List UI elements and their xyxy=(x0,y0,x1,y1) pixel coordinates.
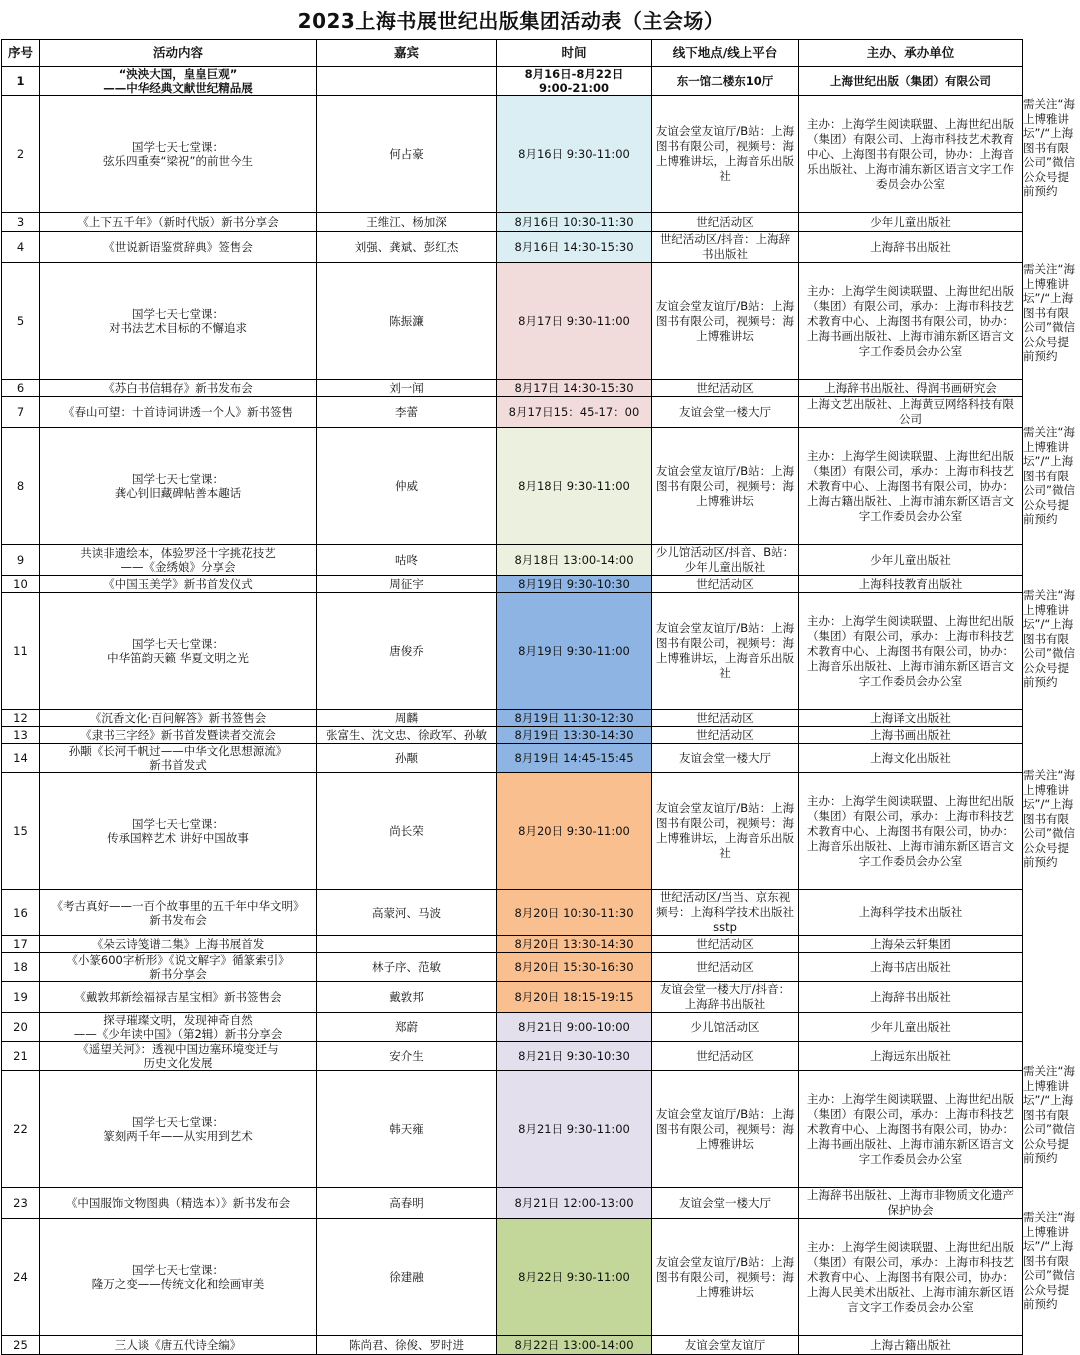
reservation-note: 需关注“海上博雅讲坛”/“上海图书有限公司”微信公众号提前预约 xyxy=(1023,768,1075,869)
time-cell: 8月20日 9:30-11:00 xyxy=(497,773,652,890)
activity-cell: 探寻璀璨文明，发现神奇自然 ——《少年读中国》（第2辑）新书分享会 xyxy=(40,1013,317,1042)
place-cell: 友谊会堂一楼大厅/抖音：上海辞书出版社 xyxy=(652,982,799,1013)
table-row xyxy=(2,710,1023,727)
place-cell: 世纪活动区 xyxy=(652,936,799,953)
time-cell: 8月20日 18:15-19:15 xyxy=(497,982,652,1013)
guest-cell: 尚长荣 xyxy=(317,773,497,890)
table-row xyxy=(2,428,1023,545)
col-header-place: 线下地点/线上平台 xyxy=(652,40,799,67)
place-cell: 友谊会堂友谊厅/B站：上海图书有限公司，视频号：海上博雅讲坛，上海音乐出版社 xyxy=(652,593,799,710)
organizer-cell: 主办：上海学生阅读联盟、上海世纪出版（集团）有限公司，承办：上海市科技艺术教育中心、上海图书有限公司，协办：上海书画出版社、上海市浦东新区语言文字工作委员会办公室 xyxy=(799,263,1023,380)
row-number-cell: 24 xyxy=(2,1219,40,1336)
place-cell: 东一馆二楼东10厅 xyxy=(652,67,799,96)
table-row xyxy=(2,936,1023,953)
row-number-cell: 10 xyxy=(2,576,40,593)
time-cell: 8月17日 14:30-15:30 xyxy=(497,380,652,397)
table-row xyxy=(2,67,1023,96)
row-number-cell: 23 xyxy=(2,1188,40,1219)
time-cell: 8月19日 13:30-14:30 xyxy=(497,727,652,744)
row-number-cell: 2 xyxy=(2,96,40,213)
row-number-cell: 12 xyxy=(2,710,40,727)
row-number-cell: 6 xyxy=(2,380,40,397)
col-header-content: 活动内容 xyxy=(40,40,317,67)
activity-cell: “泱泱大国，皇皇巨观” ——中华经典文献世纪精品展 xyxy=(40,67,317,96)
activity-cell: 《朵云诗笺谱二集》上海书展首发 xyxy=(40,936,317,953)
col-header-time: 时间 xyxy=(497,40,652,67)
time-cell: 8月21日 9:30-10:30 xyxy=(497,1042,652,1071)
guest-cell: 高蒙河、马波 xyxy=(317,890,497,936)
guest-cell: 何占豪 xyxy=(317,96,497,213)
guest-cell: 戴敦邦 xyxy=(317,982,497,1013)
time-cell: 8月17日15：45-17：00 xyxy=(497,397,652,428)
place-cell: 友谊会堂友谊厅/B站：上海图书有限公司，视频号：海上博雅讲坛 xyxy=(652,1219,799,1336)
organizer-cell: 上海文艺出版社、上海黄豆网络科技有限公司 xyxy=(799,397,1023,428)
activity-cell: 国学七天七堂课： 中华笛韵天籁 华夏文明之光 xyxy=(40,593,317,710)
organizer-cell: 上海译文出版社 xyxy=(799,710,1023,727)
guest-cell: 唐俊乔 xyxy=(317,593,497,710)
place-cell: 友谊会堂友谊厅/B站：上海图书有限公司，视频号：海上博雅讲坛，上海音乐出版社 xyxy=(652,773,799,890)
table-row xyxy=(2,1188,1023,1219)
organizer-cell: 主办：上海学生阅读联盟、上海世纪出版（集团）有限公司，承办：上海市科技艺术教育中心、上海图书有限公司，协办：上海人民美术出版社、上海市浦东新区语言文字工作委员会办公室 xyxy=(799,1219,1023,1336)
organizer-cell: 少年儿童出版社 xyxy=(799,545,1023,576)
place-cell: 世纪活动区/当当、京东视频号：上海科学技术出版社sstp xyxy=(652,890,799,936)
place-cell: 世纪活动区 xyxy=(652,576,799,593)
row-number-cell: 13 xyxy=(2,727,40,744)
guest-cell xyxy=(317,936,497,953)
table-row xyxy=(2,96,1023,213)
table-row xyxy=(2,1042,1023,1071)
row-number-cell: 15 xyxy=(2,773,40,890)
place-cell: 友谊会堂友谊厅/B站：上海图书有限公司，视频号：海上博雅讲坛 xyxy=(652,428,799,545)
guest-cell: 李蕾 xyxy=(317,397,497,428)
table-row xyxy=(2,1071,1023,1188)
organizer-cell: 上海辞书出版社、得润书画研究会 xyxy=(799,380,1023,397)
row-number-cell: 18 xyxy=(2,953,40,982)
table-row xyxy=(2,982,1023,1013)
place-cell: 友谊会堂友谊厅/B站：上海图书有限公司，视频号：海上博雅讲坛 xyxy=(652,263,799,380)
reservation-note: 需关注“海上博雅讲坛”/“上海图书有限公司”微信公众号提前预约 xyxy=(1023,588,1075,689)
reservation-note: 需关注“海上博雅讲坛”/“上海图书有限公司”微信公众号提前预约 xyxy=(1023,97,1075,198)
time-cell: 8月19日 9:30-10:30 xyxy=(497,576,652,593)
row-number-cell: 5 xyxy=(2,263,40,380)
guest-cell: 林子序、范敏 xyxy=(317,953,497,982)
activity-cell: 《戴敦邦新绘福禄吉星宝相》新书签售会 xyxy=(40,982,317,1013)
organizer-cell: 上海辞书出版社 xyxy=(799,982,1023,1013)
activity-cell: 国学七天七堂课： 弦乐四重奏“梁祝”的前世今生 xyxy=(40,96,317,213)
table-row xyxy=(2,593,1023,710)
guest-cell: 咕咚 xyxy=(317,545,497,576)
schedule-table xyxy=(1,39,1023,1355)
table-row xyxy=(2,213,1023,232)
time-cell: 8月20日 15:30-16:30 xyxy=(497,953,652,982)
place-cell: 少儿馆活动区/抖音、B站：少年儿童出版社 xyxy=(652,545,799,576)
guest-cell: 王维江、杨加深 xyxy=(317,213,497,232)
organizer-cell: 上海古籍出版社 xyxy=(799,1336,1023,1355)
row-number-cell: 1 xyxy=(2,67,40,96)
row-number-cell: 7 xyxy=(2,397,40,428)
time-cell: 8月20日 10:30-11:30 xyxy=(497,890,652,936)
time-cell: 8月17日 9:30-11:00 xyxy=(497,263,652,380)
activity-cell: 共读非遗绘本，体验罗泾十字挑花技艺 ——《金绣娘》分享会 xyxy=(40,545,317,576)
place-cell: 世纪活动区 xyxy=(652,1042,799,1071)
row-number-cell: 9 xyxy=(2,545,40,576)
activity-cell: 《小篆600字析形》《说文解字》循篆索引》 新书分享会 xyxy=(40,953,317,982)
reservation-note: 需关注“海上博雅讲坛”/“上海图书有限公司”微信公众号提前预约 xyxy=(1023,425,1075,526)
table-row xyxy=(2,576,1023,593)
activity-cell: 三人谈《唐五代诗全编》 xyxy=(40,1336,317,1355)
guest-cell: 陈振濂 xyxy=(317,263,497,380)
activity-cell: 国学七天七堂课： 篆刻两千年——从实用到艺术 xyxy=(40,1071,317,1188)
guest-cell: 刘强、龚斌、彭红杰 xyxy=(317,232,497,263)
activity-cell: 《沉香文化·百问解答》新书签售会 xyxy=(40,710,317,727)
time-cell: 8月21日 9:00-10:00 xyxy=(497,1013,652,1042)
time-cell: 8月19日 9:30-11:00 xyxy=(497,593,652,710)
place-cell: 友谊会堂友谊厅/B站：上海图书有限公司，视频号：海上博雅讲坛，上海音乐出版社 xyxy=(652,96,799,213)
activity-cell: 《春山可望：十首诗词讲透一个人》新书签售 xyxy=(40,397,317,428)
place-cell: 友谊会堂一楼大厅 xyxy=(652,744,799,773)
reservation-note: 需关注“海上博雅讲坛”/“上海图书有限公司”微信公众号提前预约 xyxy=(1023,1210,1075,1311)
activity-cell: 国学七天七堂课： 传承国粹艺术 讲好中国故事 xyxy=(40,773,317,890)
organizer-cell: 少年儿童出版社 xyxy=(799,1013,1023,1042)
row-number-cell: 17 xyxy=(2,936,40,953)
time-cell: 8月16日 14:30-15:30 xyxy=(497,232,652,263)
row-number-cell: 21 xyxy=(2,1042,40,1071)
organizer-cell: 上海辞书出版社 xyxy=(799,232,1023,263)
row-number-cell: 16 xyxy=(2,890,40,936)
organizer-cell: 主办：上海学生阅读联盟、上海世纪出版（集团）有限公司，承办：上海市科技艺术教育中心、上海图书有限公司，协办：上海书画出版社、上海市浦东新区语言文字工作委员会办公室 xyxy=(799,1071,1023,1188)
time-cell: 8月18日 9:30-11:00 xyxy=(497,428,652,545)
table-row xyxy=(2,953,1023,982)
guest-cell: 安介生 xyxy=(317,1042,497,1071)
row-number-cell: 22 xyxy=(2,1071,40,1188)
col-header-org: 主办、承办单位 xyxy=(799,40,1023,67)
table-row xyxy=(2,773,1023,890)
activity-cell: 国学七天七堂课： 隆万之变——传统文化和绘画审美 xyxy=(40,1219,317,1336)
guest-cell: 张富生、沈文忠、徐政军、孙敏 xyxy=(317,727,497,744)
guest-cell: 韩天雍 xyxy=(317,1071,497,1188)
row-number-cell: 25 xyxy=(2,1336,40,1355)
place-cell: 友谊会堂友谊厅/B站：上海图书有限公司，视频号：海上博雅讲坛 xyxy=(652,1071,799,1188)
guest-cell: 周麟 xyxy=(317,710,497,727)
time-cell: 8月19日 11:30-12:30 xyxy=(497,710,652,727)
activity-cell: 《中国玉美学》新书首发仪式 xyxy=(40,576,317,593)
col-header-guest: 嘉宾 xyxy=(317,40,497,67)
table-row xyxy=(2,263,1023,380)
organizer-cell: 上海科技教育出版社 xyxy=(799,576,1023,593)
header-row xyxy=(2,40,1023,67)
page-title: 2023上海书展世纪出版集团活动表（主会场） xyxy=(297,9,725,33)
row-number-cell: 14 xyxy=(2,744,40,773)
reservation-note: 需关注“海上博雅讲坛”/“上海图书有限公司”微信公众号提前预约 xyxy=(1023,262,1075,363)
place-cell: 世纪活动区 xyxy=(652,727,799,744)
activity-cell: 《中国服饰文物图典（精选本）》新书发布会 xyxy=(40,1188,317,1219)
activity-cell: 《上下五千年》（新时代版）新书分享会 xyxy=(40,213,317,232)
organizer-cell: 上海书店出版社 xyxy=(799,953,1023,982)
table-row xyxy=(2,1013,1023,1042)
table-row xyxy=(2,744,1023,773)
place-cell: 少儿馆活动区 xyxy=(652,1013,799,1042)
guest-cell: 周征宇 xyxy=(317,576,497,593)
guest-cell: 陈尚君、徐俊、罗时进 xyxy=(317,1336,497,1355)
guest-cell: 徐建融 xyxy=(317,1219,497,1336)
organizer-cell: 上海科学技术出版社 xyxy=(799,890,1023,936)
time-cell: 8月21日 9:30-11:00 xyxy=(497,1071,652,1188)
time-cell: 8月16日-8月22日 9:00-21:00 xyxy=(497,67,652,96)
place-cell: 友谊会堂友谊厅 xyxy=(652,1336,799,1355)
time-cell: 8月20日 13:30-14:30 xyxy=(497,936,652,953)
place-cell: 世纪活动区/抖音：上海辞书出版社 xyxy=(652,232,799,263)
place-cell: 世纪活动区 xyxy=(652,380,799,397)
table-row xyxy=(2,890,1023,936)
time-cell: 8月18日 13:00-14:00 xyxy=(497,545,652,576)
time-cell: 8月16日 10:30-11:30 xyxy=(497,213,652,232)
place-cell: 世纪活动区 xyxy=(652,213,799,232)
organizer-cell: 上海辞书出版社、上海市非物质文化遗产保护协会 xyxy=(799,1188,1023,1219)
organizer-cell: 上海文化出版社 xyxy=(799,744,1023,773)
col-header-no: 序号 xyxy=(2,40,40,67)
time-cell: 8月19日 14:45-15:45 xyxy=(497,744,652,773)
table-row xyxy=(2,1336,1023,1355)
guest-cell: 孙颙 xyxy=(317,744,497,773)
time-cell: 8月16日 9:30-11:00 xyxy=(497,96,652,213)
guest-cell: 郑蔚 xyxy=(317,1013,497,1042)
organizer-cell: 上海世纪出版（集团）有限公司 xyxy=(799,67,1023,96)
row-number-cell: 3 xyxy=(2,213,40,232)
guest-cell: 刘一闻 xyxy=(317,380,497,397)
row-number-cell: 11 xyxy=(2,593,40,710)
activity-cell: 《考古真好——一百个故事里的五千年中华文明》 新书发布会 xyxy=(40,890,317,936)
activity-cell: 孙颙《长河千帆过——中华文化思想源流》 新书首发式 xyxy=(40,744,317,773)
organizer-cell: 上海朵云轩集团 xyxy=(799,936,1023,953)
organizer-cell: 主办：上海学生阅读联盟、上海世纪出版（集团）有限公司，承办：上海市科技艺术教育中心、上海图书有限公司，协办：上海音乐出版社、上海市浦东新区语言文字工作委员会办公室 xyxy=(799,773,1023,890)
place-cell: 友谊会堂一楼大厅 xyxy=(652,1188,799,1219)
table-row xyxy=(2,545,1023,576)
activity-cell: 《遥望关河》：透视中国边塞环境变迁与 历史文化发展 xyxy=(40,1042,317,1071)
organizer-cell: 主办：上海学生阅读联盟、上海世纪出版（集团）有限公司，承办：上海市科技艺术教育中心、上海图书有限公司，协办：上海音乐出版社、上海市浦东新区语言文字工作委员会办公室 xyxy=(799,593,1023,710)
organizer-cell: 上海远东出版社 xyxy=(799,1042,1023,1071)
activity-cell: 《世说新语鉴赏辞典》签售会 xyxy=(40,232,317,263)
place-cell: 友谊会堂一楼大厅 xyxy=(652,397,799,428)
reservation-note: 需关注“海上博雅讲坛”/“上海图书有限公司”微信公众号提前预约 xyxy=(1023,1064,1075,1165)
activity-cell: 《隶书三字经》新书首发暨读者交流会 xyxy=(40,727,317,744)
organizer-cell: 少年儿童出版社 xyxy=(799,213,1023,232)
place-cell: 世纪活动区 xyxy=(652,710,799,727)
row-number-cell: 20 xyxy=(2,1013,40,1042)
organizer-cell: 主办：上海学生阅读联盟、上海世纪出版（集团）有限公司，承办：上海市科技艺术教育中心、上海图书有限公司，协办：上海古籍出版社、上海市浦东新区语言文字工作委员会办公室 xyxy=(799,428,1023,545)
guest-cell: 仲威 xyxy=(317,428,497,545)
table-body xyxy=(2,67,1023,1355)
time-cell: 8月22日 9:30-11:00 xyxy=(497,1219,652,1336)
table-row xyxy=(2,380,1023,397)
time-cell: 8月22日 13:00-14:00 xyxy=(497,1336,652,1355)
guest-cell: 高春明 xyxy=(317,1188,497,1219)
table-row xyxy=(2,232,1023,263)
activity-cell: 国学七天七堂课： 龚心钊旧藏碑帖善本趣话 xyxy=(40,428,317,545)
guest-cell xyxy=(317,67,497,96)
table-row xyxy=(2,727,1023,744)
activity-cell: 《苏白书信辑存》新书发布会 xyxy=(40,380,317,397)
table-row xyxy=(2,1219,1023,1336)
time-cell: 8月21日 12:00-13:00 xyxy=(497,1188,652,1219)
row-number-cell: 19 xyxy=(2,982,40,1013)
activity-cell: 国学七天七堂课： 对书法艺术目标的不懈追求 xyxy=(40,263,317,380)
table-row xyxy=(2,397,1023,428)
row-number-cell: 4 xyxy=(2,232,40,263)
organizer-cell: 上海书画出版社 xyxy=(799,727,1023,744)
organizer-cell: 主办：上海学生阅读联盟、上海世纪出版（集团）有限公司、上海市科技艺术教育中心、上海图书有限公司，协办：上海音乐出版社、上海市浦东新区语言文字工作委员会办公室 xyxy=(799,96,1023,213)
place-cell: 世纪活动区 xyxy=(652,953,799,982)
row-number-cell: 8 xyxy=(2,428,40,545)
